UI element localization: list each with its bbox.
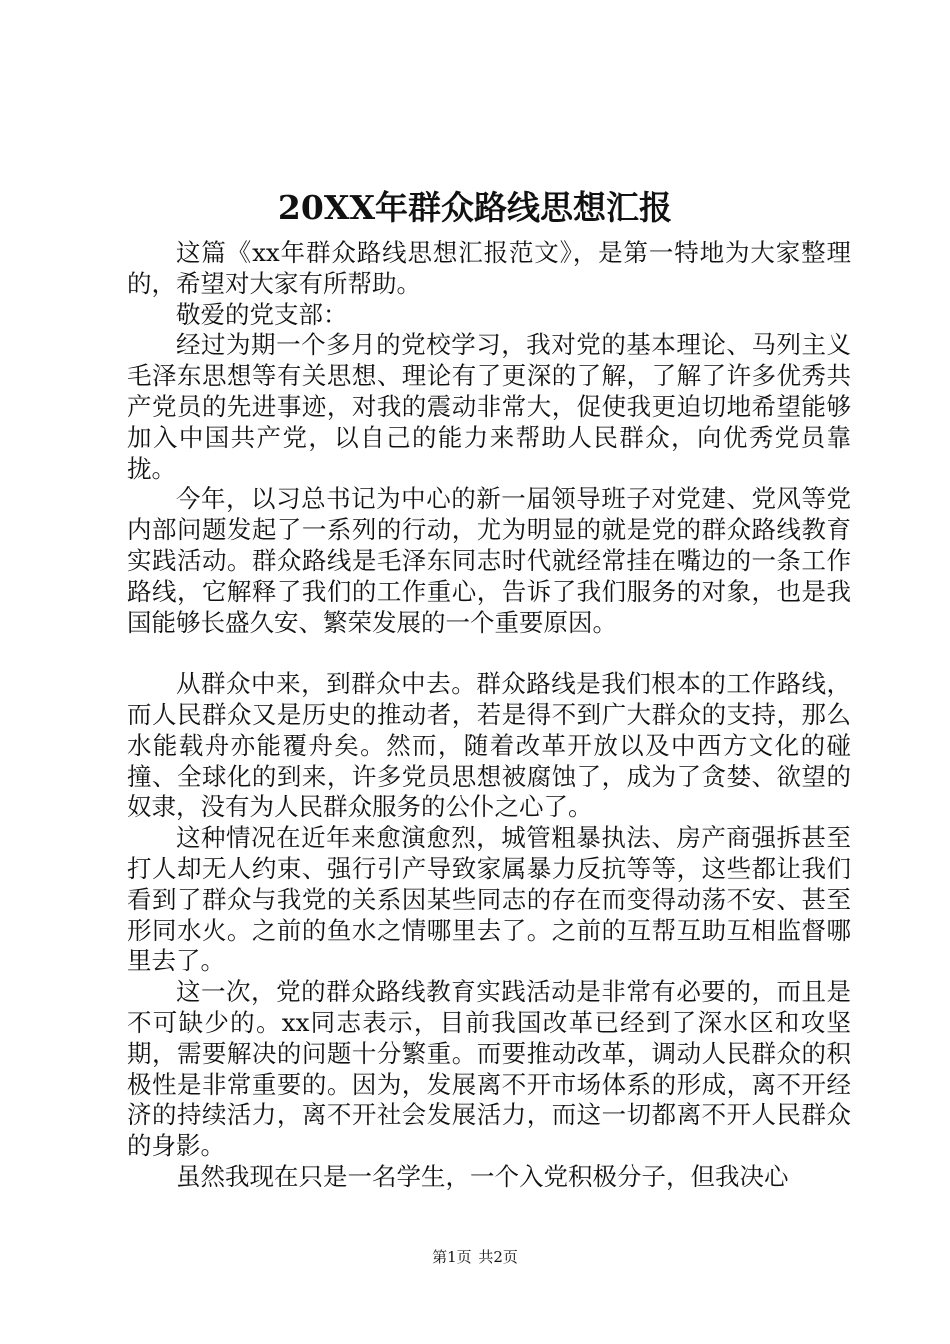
paragraph-intro: 这篇《xx年群众路线思想汇报范文》，是第一特地为大家整理的，希望对大家有所帮助。 [127, 238, 851, 298]
page-number: 第1页 [432, 1248, 472, 1266]
paragraph-this-time: 这一次，党的群众路线教育实践活动是非常有必要的，而且是不可缺少的。xx同志表示，目前我国改革已经到了深水区和攻坚期，需要解决的问题十分繁重。而要推动改革，调动人民群众的积极性是非常重要的。因为，发展离不开市场体系的形成，离不开经济的持续活力，离不开社会发展活力，而这一切都离不开人民群众的身影。 [127, 977, 851, 1161]
paragraph-this-year: 今年，以习总书记为中心的新一届领导班子对党建、党风等党内部问题发起了一系列的行动，尤为明显的就是党的群众路线教育实践活动。群众路线是毛泽东同志时代就经常挂在嘴边的一条工作路线，它解释了我们的工作重心，告诉了我们服务的对象，也是我国能够长盛久安、繁荣发展的一个重要原因。 [127, 484, 851, 637]
paragraph-study: 经过为期一个多月的党校学习，我对党的基本理论、马列主义毛泽东思想等有关思想、理论有了更深的了解，了解了许多优秀共产党员的先进事迹，对我的震动非常大，促使我更迫切地希望能够加入中国共产党，以自己的能力来帮助人民群众，向优秀党员靠拢。 [127, 330, 851, 483]
document-title: 20XX年群众路线思想汇报 [277, 188, 673, 227]
paragraph-situation: 这种情况在近年来愈演愈烈，城管粗暴执法、房产商强拆甚至打人却无人约束、强行引产导致家属暴力反抗等等，这些都让我们看到了群众与我党的关系因某些同志的存在而变得动荡不安、甚至形同水火。之前的鱼水之情哪里去了。之前的互帮互助互相监督哪里去了。 [127, 823, 851, 976]
document-body [127, 238, 851, 1193]
paragraph-from-masses: 从群众中来，到群众中去。群众路线是我们根本的工作路线，而人民群众又是历史的推动者，若是得不到广大群众的支持，那么水能载舟亦能覆舟矣。然而，随着改革开放以及中西方文化的碰撞、全球化的到来，许多党员思想被腐蚀了，成为了贪婪、欲望的奴隶，没有为人民群众服务的公仆之心了。 [127, 669, 851, 822]
paragraph-salutation: 敬爱的党支部： [176, 299, 348, 329]
page-footer [0, 1247, 950, 1267]
paragraph-student: 虽然我现在只是一名学生，一个入党积极分子，但我决心 [176, 1161, 789, 1191]
page-total: 共2页 [478, 1248, 518, 1266]
